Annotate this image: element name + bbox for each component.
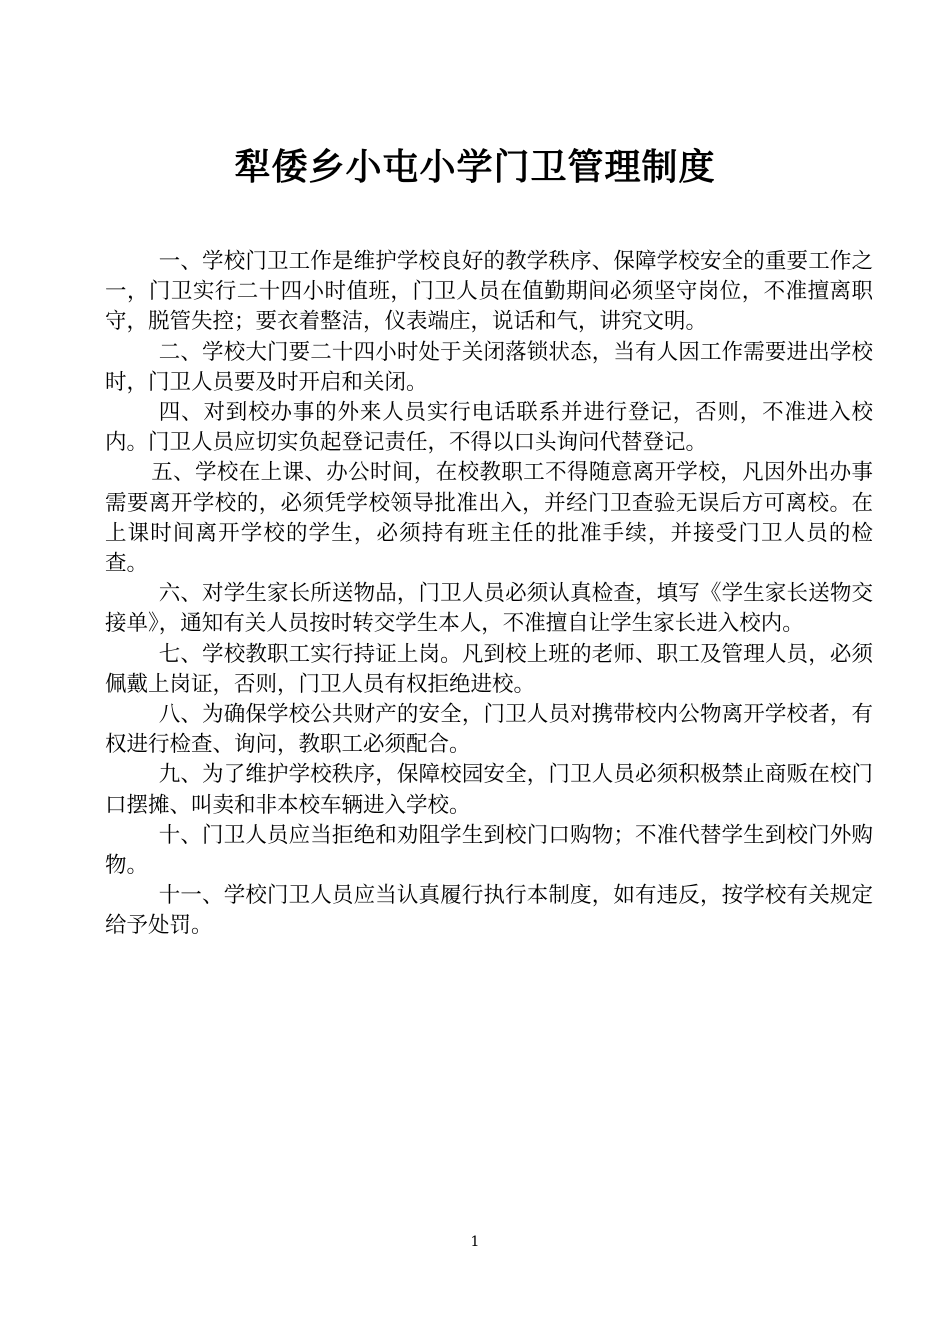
page-number: 1	[470, 1234, 480, 1250]
paragraph-7: 七、学校教职工实行持证上岗。凡到校上班的老师、职工及管理人员，必须佩戴上岗证，否则，门卫人员有权拒绝进校。	[105, 641, 873, 697]
paragraph-4: 四、对到校办事的外来人员实行电话联系并进行登记，否则，不准进入校内。门卫人员应切实负起登记责任，不得以口头询问代替登记。	[105, 400, 873, 456]
paragraph-9: 九、为了维护学校秩序，保障校园安全，门卫人员必须积极禁止商贩在校门口摆摊、叫卖和非本校车辆进入学校。	[105, 762, 873, 818]
document-title: 犁倭乡小屯小学门卫管理制度	[234, 147, 716, 188]
paragraph-2: 二、学校大门要二十四小时处于关闭落锁状态，当有人因工作需要进出学校时，门卫人员要及时开启和关闭。	[105, 339, 873, 395]
paragraph-11: 十一、学校门卫人员应当认真履行执行本制度，如有违反，按学校有关规定给予处罚。	[105, 883, 873, 939]
paragraph-6: 六、对学生家长所送物品，门卫人员必须认真检查，填写《学生家长送物交接单》，通知有关人员按时转交学生本人，不准擅自让学生家长进入校内。	[105, 581, 873, 637]
paragraph-5: 五、学校在上课、办公时间，在校教职工不得随意离开学校，凡因外出办事需要离开学校的，必须凭学校领导批准出入，并经门卫查验无误后方可离校。在上课时间离开学校的学生，必须持有班主任的批准手续，并接受门卫人员的检查。	[105, 460, 873, 577]
paragraph-1: 一、学校门卫工作是维护学校良好的教学秩序、保障学校安全的重要工作之一，门卫实行二十四小时值班，门卫人员在值勤期间必须坚守岗位，不准擅离职守，脱管失控；要衣着整洁，仪表端庄，说话和气，讲究文明。	[105, 249, 873, 335]
paragraph-10: 十、门卫人员应当拒绝和劝阻学生到校门口购物；不准代替学生到校门外购物。	[105, 822, 873, 879]
paragraph-8: 八、为确保学校公共财产的安全，门卫人员对携带校内公物离开学校者，有权进行检查、询问，教职工必须配合。	[105, 702, 873, 758]
document-body	[105, 247, 873, 942]
